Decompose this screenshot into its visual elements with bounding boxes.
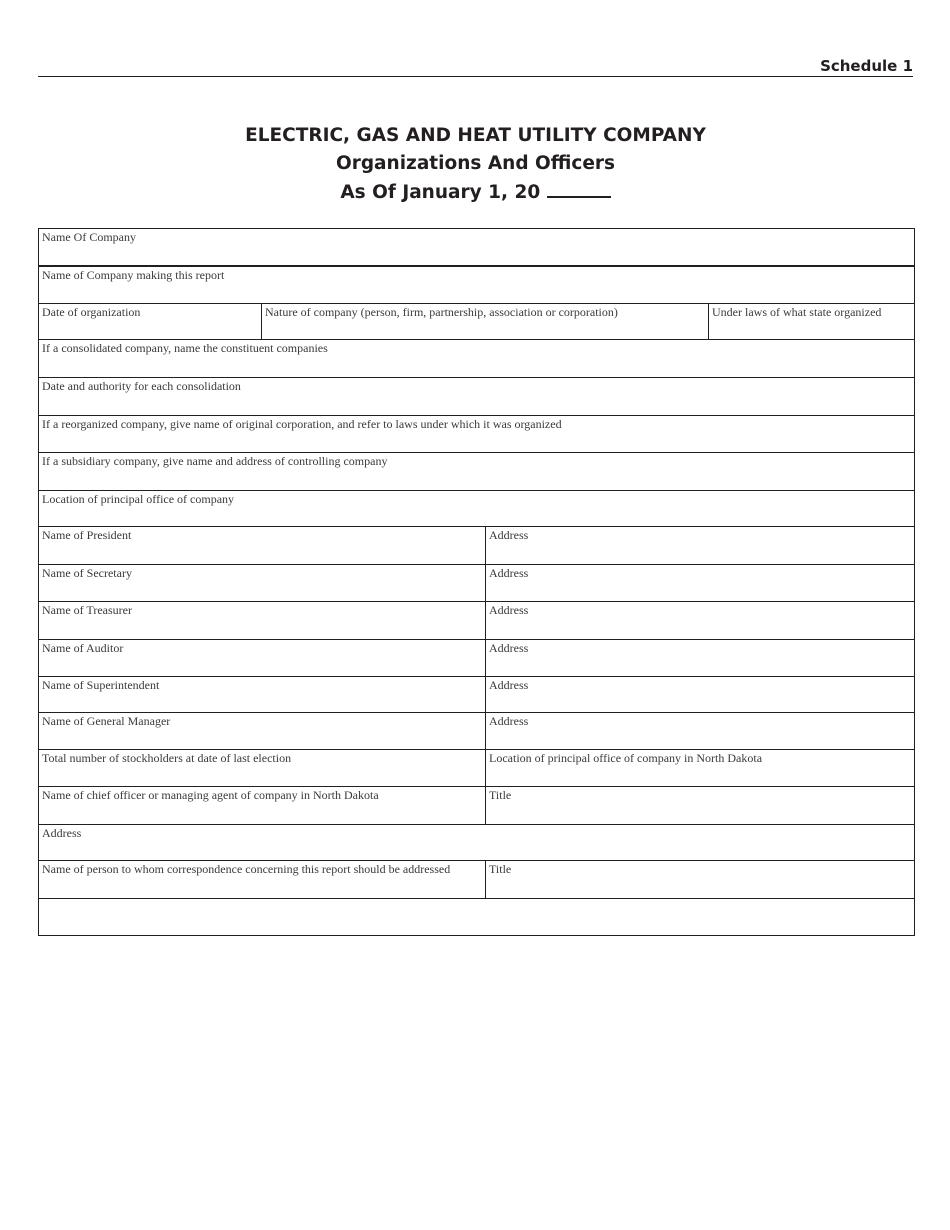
principal-office-field[interactable]: Location of principal office of company bbox=[39, 491, 915, 527]
reorganized-company-field[interactable]: If a reorganized company, give name of original corporation, and refer to laws under which it was organized bbox=[39, 416, 915, 453]
superintendent-address-field[interactable]: Address bbox=[486, 677, 915, 713]
title-line-2: Organizations And Officers bbox=[335, 153, 616, 174]
treasurer-name-field[interactable]: Name of Treasurer bbox=[39, 602, 486, 640]
date-of-organization-field[interactable]: Date of organization bbox=[39, 304, 262, 340]
form-title bbox=[38, 122, 913, 207]
president-name-field[interactable]: Name of President bbox=[39, 527, 486, 565]
title-line-3 bbox=[38, 178, 913, 207]
general-manager-name-field[interactable]: Name of General Manager bbox=[39, 713, 486, 750]
correspondence-title-field[interactable]: Title bbox=[486, 861, 915, 899]
schedule-label: Schedule 1 bbox=[38, 56, 913, 77]
company-making-report-field[interactable]: Name of Company making this report bbox=[39, 266, 915, 304]
superintendent-name-field[interactable]: Name of Superintendent bbox=[39, 677, 486, 713]
chief-officer-title-field[interactable]: Title bbox=[486, 787, 915, 825]
name-of-company-field[interactable]: Name Of Company bbox=[39, 229, 915, 266]
title-line-1: ELECTRIC, GAS AND HEAT UTILITY COMPANY bbox=[245, 125, 706, 146]
auditor-name-field[interactable]: Name of Auditor bbox=[39, 640, 486, 677]
organization-form bbox=[38, 228, 915, 936]
correspondence-name-field[interactable]: Name of person to whom correspondence concerning this report should be addressed bbox=[39, 861, 486, 899]
president-address-field[interactable]: Address bbox=[486, 527, 915, 565]
subsidiary-company-field[interactable]: If a subsidiary company, give name and address of controlling company bbox=[39, 453, 915, 491]
secretary-address-field[interactable]: Address bbox=[486, 565, 915, 602]
chief-officer-field[interactable]: Name of chief officer or managing agent of company in North Dakota bbox=[39, 787, 486, 825]
consolidation-authority-field[interactable]: Date and authority for each consolidation bbox=[39, 378, 915, 416]
title-line-3-text: As Of January 1, 20 bbox=[340, 182, 541, 203]
consolidated-companies-field[interactable]: If a consolidated company, name the constituent companies bbox=[39, 340, 915, 378]
state-laws-field[interactable]: Under laws of what state organized bbox=[709, 304, 915, 340]
treasurer-address-field[interactable]: Address bbox=[486, 602, 915, 640]
stockholders-field[interactable]: Total number of stockholders at date of last election bbox=[39, 750, 486, 787]
chief-officer-address-field[interactable]: Address bbox=[39, 825, 915, 861]
secretary-name-field[interactable]: Name of Secretary bbox=[39, 565, 486, 602]
correspondence-address-field[interactable] bbox=[39, 899, 915, 936]
year-blank-line[interactable] bbox=[547, 178, 611, 198]
nd-principal-office-field[interactable]: Location of principal office of company in North Dakota bbox=[486, 750, 915, 787]
nature-of-company-field[interactable]: Nature of company (person, firm, partnership, association or corporation) bbox=[262, 304, 709, 340]
general-manager-address-field[interactable]: Address bbox=[486, 713, 915, 750]
auditor-address-field[interactable]: Address bbox=[486, 640, 915, 677]
